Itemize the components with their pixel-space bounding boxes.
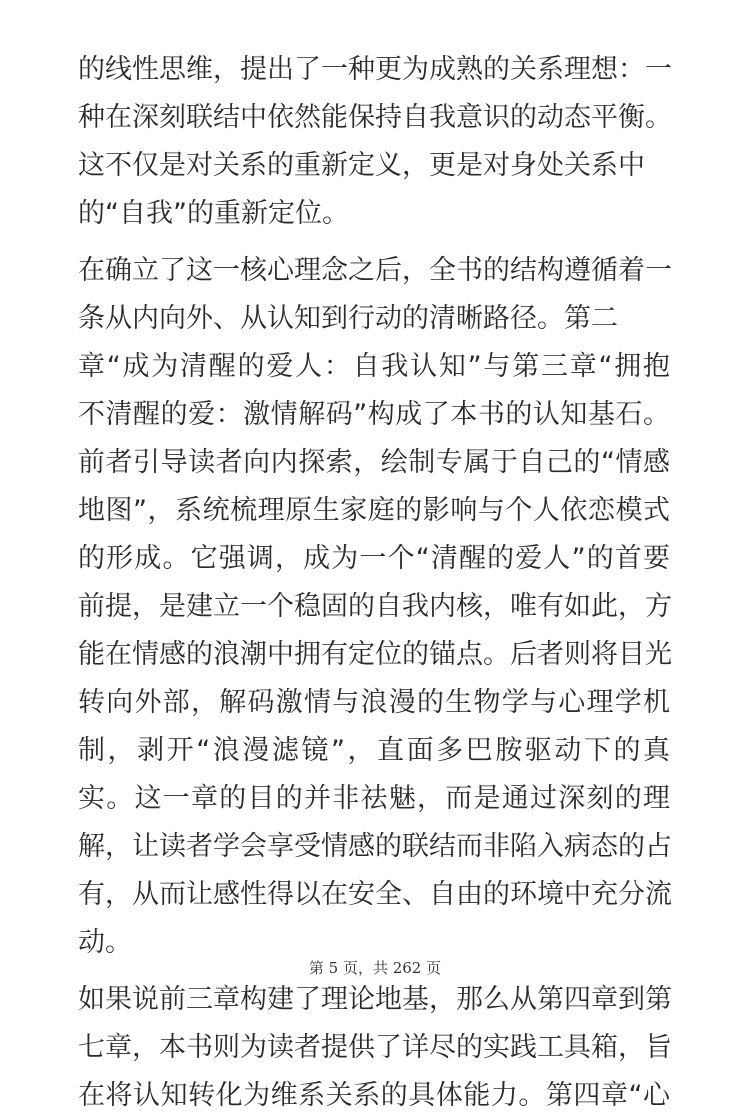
paragraph-3 bbox=[78, 976, 670, 1120]
text-line: 动。 bbox=[78, 927, 132, 958]
text-line: 七章，本书则为读者提供了详尽的实践工具箱，旨 bbox=[78, 1032, 672, 1063]
text-line: 解，让读者学会享受情感的联结而非陷入病态的占 bbox=[78, 831, 672, 862]
page-number-footer: 第 5 页，共 262 页 bbox=[308, 959, 442, 977]
text-line: 在将认知转化为维系关系的具体能力。第四章“心 bbox=[78, 1080, 670, 1111]
text-line: 地图”，系统梳理原生家庭的影响与个人依恋模式 bbox=[78, 495, 670, 526]
text-line: 转向外部，解码激情与浪漫的生物学与心理学机 bbox=[78, 687, 670, 718]
text-line: 这不仅是对关系的重新定义，更是对身处关系中 bbox=[78, 150, 645, 181]
text-line: 如果说前三章构建了理论地基，那么从第四章到第 bbox=[78, 984, 672, 1015]
text-line: 制，剥开“浪漫滤镜”，直面多巴胺驱动下的真 bbox=[78, 735, 670, 766]
text-line: 能在情感的浪潮中拥有定位的锚点。后者则将目光 bbox=[78, 639, 672, 670]
text-line: 条从内向外、从认知到行动的清晰路径。第二 bbox=[78, 303, 618, 334]
paragraph-1 bbox=[78, 46, 670, 238]
text-line: 前提，是建立一个稳固的自我内核，唯有如此，方 bbox=[78, 591, 672, 622]
text-line: 有，从而让感性得以在安全、自由的环境中充分流 bbox=[78, 879, 672, 910]
text-line: 不清醒的爱：激情解码”构成了本书的认知基石。 bbox=[78, 399, 670, 430]
text-line: 的线性思维，提出了一种更为成熟的关系理想：一 bbox=[78, 54, 672, 85]
text-line: 的形成。它强调，成为一个“清醒的爱人”的首要 bbox=[78, 543, 670, 574]
paragraph-gap bbox=[78, 238, 670, 247]
text-line: 的“自我”的重新定位。 bbox=[78, 198, 349, 229]
text-line: 在确立了这一核心理念之后，全书的结构遵循着一 bbox=[78, 255, 672, 286]
text-line: 种在深刻联结中依然能保持自我意识的动态平衡。 bbox=[78, 102, 672, 133]
text-line: 实。这一章的目的并非祛魅，而是通过深刻的理 bbox=[78, 783, 670, 814]
paragraph-2 bbox=[78, 247, 670, 967]
text-line: 章“成为清醒的爱人：自我认知”与第三章“拥抱 bbox=[78, 351, 670, 382]
text-line: 前者引导读者向内探索，绘制专属于自己的“情感 bbox=[78, 447, 670, 478]
